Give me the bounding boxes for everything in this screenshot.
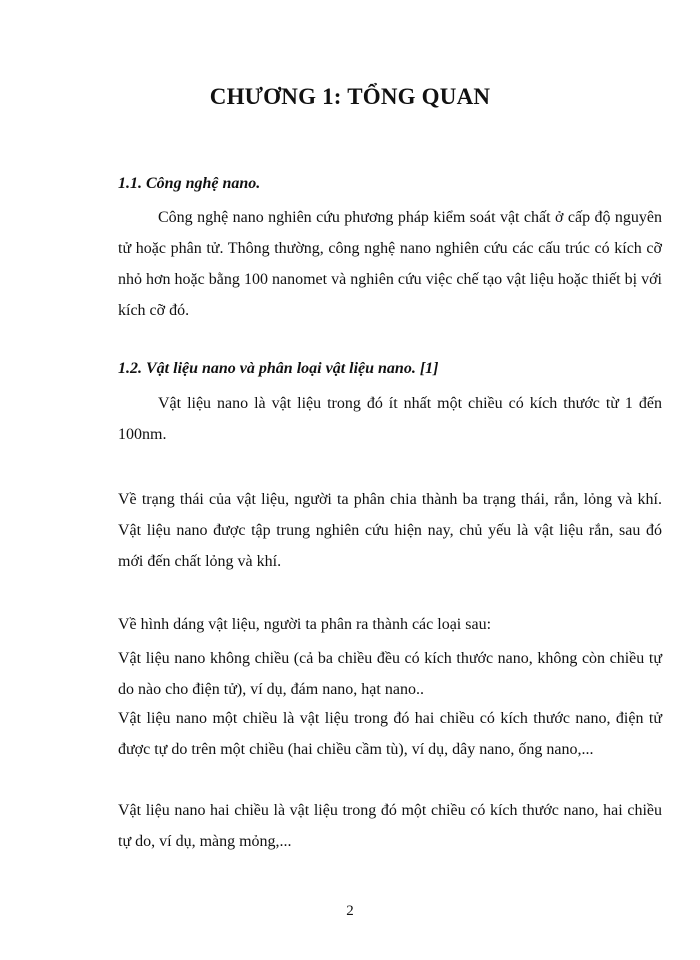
chapter-title: CHƯƠNG 1: TỔNG QUAN [209, 84, 491, 109]
page-number: 2 [346, 903, 354, 919]
paragraph-nanomaterial-definition: Vật liệu nano là vật liệu trong đó ít nhất một chiều có kích thước từ 1 đến 100nm. [118, 395, 662, 443]
paragraph-shape-intro: Về hình dáng vật liệu, người ta phân ra thành các loại sau: [118, 616, 492, 633]
paragraph-nanotech-definition: Công nghệ nano nghiên cứu phương pháp kiểm soát vật chất ở cấp độ nguyên tử hoặc phân tử. Thông thường, công nghệ nano nghiên cứu các cấu trúc có kích cỡ nhỏ hơn hoặc bằng 100 nanomet và nghiên cứu việc chế tạo vật liệu hoặc thiết bị với kích cỡ đó. [118, 209, 662, 319]
paragraph-material-states: Về trạng thái của vật liệu, người ta phân chia thành ba trạng thái, rắn, lỏng và khí. Vật liệu nano được tập trung nghiên cứu hiện nay, chủ yếu là vật liệu rắn, sau đó mới đến chất lỏng và khí. [118, 491, 662, 570]
paragraph-two-dimensional: Vật liệu nano hai chiều là vật liệu trong đó một chiều có kích thước nano, hai chiều tự do, ví dụ, màng mỏng,... [118, 802, 662, 850]
paragraph-zero-dimensional: Vật liệu nano không chiều (cả ba chiều đều có kích thước nano, không còn chiều tự do nào cho điện tử), ví dụ, đám nano, hạt nano.. [118, 650, 662, 698]
section-heading-1-2: 1.2. Vật liệu nano và phân loại vật liệu nano. [1] [118, 360, 439, 377]
paragraph-one-dimensional: Vật liệu nano một chiều là vật liệu trong đó hai chiều có kích thước nano, điện tử được tự do trên một chiều (hai chiều cầm tù), ví dụ, dây nano, ống nano,... [118, 710, 662, 758]
section-heading-1-1: 1.1. Công nghệ nano. [118, 175, 261, 192]
